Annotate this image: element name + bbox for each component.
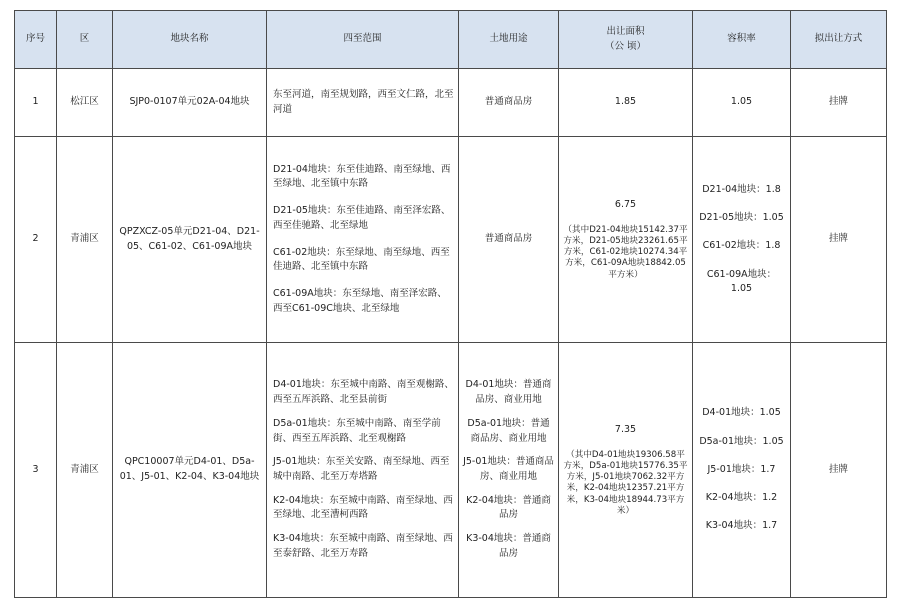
cell-boundary [267, 343, 459, 598]
cell-far [693, 137, 791, 343]
cell-method: 挂牌 [791, 69, 887, 137]
cell-district: 松江区 [57, 69, 113, 137]
header-area [559, 11, 693, 69]
use-line: D5a-01地块：普通商品房、商业用地 [467, 417, 550, 444]
cell-use [459, 343, 559, 598]
boundary-line: K3-04地块：东至城中南路、南至绿地、西至泰舒路、北至万寿路 [273, 533, 453, 559]
header-index: 序号 [15, 11, 57, 69]
area-detail: （其中D4-01地块19306.58平方米，D5a-01地块15776.35平方米，J5-01地块7062.32平方米，K2-04地块12357.21平方米，K3-04地块18944.73平方米） [563, 449, 688, 516]
header-name: 地块名称 [113, 11, 267, 69]
boundary-line: C61-02地块：东至绿地、南至绿地、西至佳迪路、北至镇中东路 [273, 246, 450, 273]
cell-district: 青浦区 [57, 343, 113, 598]
cell-index: 2 [15, 137, 57, 343]
cell-area [559, 69, 693, 137]
header-area-line2: （公 顷） [604, 40, 647, 52]
use-line: K3-04地块：普通商品房 [466, 533, 551, 559]
table-row [15, 343, 887, 598]
header-far: 容积率 [693, 11, 791, 69]
area-total: 1.85 [614, 96, 637, 108]
use-line: J5-01地块：普通商品房、商业用地 [463, 456, 554, 482]
boundary-line: D21-05地块：东至佳迪路、南至泽宏路、西至佳驰路、北至绿地 [273, 205, 451, 231]
cell-name: SJP0-0107单元02A-04地块 [113, 69, 267, 137]
far-line: C61-09A地块：1.05 [706, 268, 777, 294]
far-line: D5a-01地块：1.05 [699, 435, 784, 447]
use-line: 普通商品房 [484, 96, 533, 108]
far-line: D21-04地块：1.8 [702, 183, 781, 195]
boundary-line: D5a-01地块：东至城中南路、南至学前街、西至五厍浜路、北至观榭路 [273, 417, 441, 444]
cell-area [559, 137, 693, 343]
cell-use [459, 69, 559, 137]
boundary-line: D21-04地块：东至佳迪路、南至绿地、西至绿地、北至镇中东路 [273, 163, 451, 190]
cell-name: QPC10007单元D4-01、D5a-01、J5-01、K2-04、K3-04地块 [113, 343, 267, 598]
table-row [15, 69, 887, 137]
area-total: 7.35 [614, 424, 637, 436]
cell-far [693, 343, 791, 598]
land-transfer-table [14, 10, 887, 598]
boundary-line: J5-01地块：东至关安路、南至绿地、西至城中南路、北至万寿塔路 [273, 456, 450, 482]
header-use: 土地用途 [459, 11, 559, 69]
table-row [15, 137, 887, 343]
header-method: 拟出让方式 [791, 11, 887, 69]
cell-method: 挂牌 [791, 137, 887, 343]
far-line: J5-01地块：1.7 [707, 463, 776, 475]
cell-use [459, 137, 559, 343]
far-line: K2-04地块：1.2 [705, 492, 778, 504]
cell-index: 3 [15, 343, 57, 598]
far-line: C61-02地块：1.8 [702, 240, 781, 252]
use-line: D4-01地块：普通商品房、商业用地 [465, 379, 552, 406]
cell-name: QPZXCZ-05单元D21-04、D21-05、C61-02、C61-09A地块 [113, 137, 267, 343]
cell-boundary [267, 69, 459, 137]
boundary-line: 东至河道，南至规划路，西至文仁路，北至河道 [273, 88, 454, 115]
boundary-line: K2-04地块：东至城中南路、南至绿地、西至绿地、北至漕柯西路 [273, 494, 453, 521]
header-row [15, 11, 887, 69]
cell-index: 1 [15, 69, 57, 137]
header-boundary: 四至范围 [267, 11, 459, 69]
use-line: K2-04地块：普通商品房 [466, 494, 551, 521]
boundary-line: D4-01地块：东至城中南路、南至观榭路、西至五厍浜路、北至县前街 [273, 379, 454, 406]
cell-boundary [267, 137, 459, 343]
header-area-line1: 出让面积 [606, 25, 645, 37]
area-total: 6.75 [614, 199, 637, 211]
area-detail: （其中D21-04地块15142.37平方米，D21-05地块23261.65平方米，C61-02地块10274.34平方米，C61-09A地块18842.05平方米） [563, 224, 688, 280]
use-line: 普通商品房 [484, 233, 533, 245]
cell-far [693, 69, 791, 137]
far-line: K3-04地块：1.7 [705, 520, 778, 532]
cell-method: 挂牌 [791, 343, 887, 598]
cell-district: 青浦区 [57, 137, 113, 343]
header-district: 区 [57, 11, 113, 69]
boundary-line: C61-09A地块：东至绿地、南至泽宏路、西至C61-09C地块、北至绿地 [273, 287, 447, 314]
far-line: 1.05 [730, 96, 753, 108]
far-line: D4-01地块：1.05 [702, 407, 781, 419]
cell-area [559, 343, 693, 598]
far-line: D21-05地块：1.05 [699, 212, 784, 224]
